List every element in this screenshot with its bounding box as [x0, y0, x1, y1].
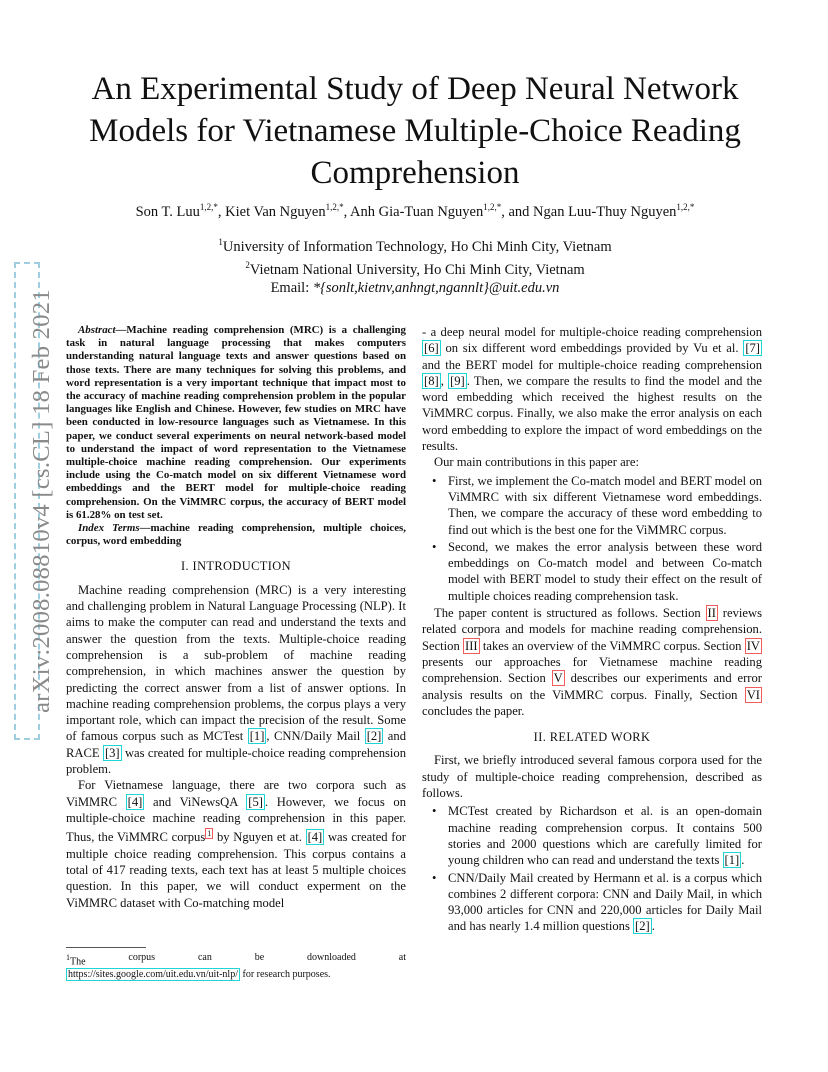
affiliation-line: [60, 256, 770, 279]
author-separator: ,: [217, 203, 226, 220]
section-heading-related-work: II. RELATED WORK: [533, 730, 651, 745]
affil-mark: 2: [245, 259, 250, 270]
author-name: Anh Gia-Tuan Nguyen: [350, 203, 484, 220]
citation-link[interactable]: [1]: [249, 729, 265, 744]
citation-link[interactable]: [8]: [424, 373, 439, 388]
section-ref-link[interactable]: VI: [746, 687, 760, 702]
section-ref-link[interactable]: III: [465, 638, 478, 653]
list-item: • MCTest created by Richardson et al. is an open-domain machine reading comprehension corpus. It contains 500 stories and 2000 questions which are carefully limited for young children who can read and understand the texts [1] .: [432, 804, 762, 868]
citation-link[interactable]: [1]: [724, 853, 740, 868]
citation-link[interactable]: [9]: [450, 373, 465, 388]
citation-link[interactable]: [2]: [366, 729, 382, 744]
author-separator: ,: [343, 203, 351, 220]
abstract: [66, 324, 406, 522]
affiliation-line: [60, 233, 770, 256]
footnote: [66, 947, 406, 981]
bullet-icon: •: [432, 804, 437, 819]
footnote-line: $^1$The corpus can be downloaded at: [66, 952, 406, 968]
bullet-icon: •: [432, 539, 437, 554]
structure-paragraph: The paper content is structured as follows. Section II reviews related corpora and models for machine reading comprehension. Section III takes an overview of the ViMMRC corpus. Section IV presents our approaches for Vietnamese machine reading comprehension. Section V describes our experiments and error analysis results on the ViMMRC corpus. Finally, Section VI concludes the paper.: [422, 606, 762, 718]
contributions-intro: Our main contributions in this paper are:: [434, 455, 639, 470]
author-list: [60, 202, 770, 221]
citation-link[interactable]: [7]: [745, 341, 760, 356]
footnote-url-link[interactable]: https://sites.google.com/uit.edu.vn/uit-nlp/: [68, 968, 238, 980]
author-name: Ngan Luu-Thuy Nguyen: [533, 203, 677, 220]
arxiv-identifier[interactable]: arXiv:2008.08810v4 [cs.CL] 18 Feb 2021: [28, 289, 55, 713]
index-terms-lead: Index Terms: [78, 522, 140, 535]
section-heading-introduction: I. INTRODUCTION: [181, 559, 291, 574]
citation-link[interactable]: [4]: [127, 794, 143, 809]
footnote-line: https://sites.google.com/uit.edu.vn/uit-nlp/ for research purposes.: [68, 968, 331, 980]
related-corpora-list: [422, 803, 762, 934]
citation-link[interactable]: [4]: [307, 830, 323, 845]
intro-paragraph-1: Machine reading comprehension (MRC) is a very interesting and challenging problem in Natural Language Processing (NLP). It aims to make the computer can read and understand the texts and answer the question from the texts. Multiple-choice reading comprehension is a sub-problem of machine reading comprehension, in which machines answer the question by predicting the correct answer from a list of answer options. In machine reading comprehension problems, the corpus plays a very important role, which can impact the precision of the result. Some of famous corpus such as MCTest [1] , CNN/Daily Mail [2] and RACE [3] was created for multiple-choice reading comprehension problem.: [66, 582, 406, 777]
abstract-lead: Abstract: [78, 324, 116, 336]
intro-paragraph-2: For Vietnamese language, there are two corpora such as ViMMRC [4] and ViNewsQA [5] . However, we focus on multiple-choice machine reading comprehension in this paper. Thus, the ViMMRC corpus $^1$ by Nguyen et at. [4] was created for multiple choice reading comprehension. This corpus contains a total of 417 reading texts, each text has at least 5 multiple choices question. In this paper, we will conduct experment on the ViMMRC dataset with Co-matching model: [66, 778, 406, 910]
citation-link[interactable]: [6]: [424, 341, 439, 356]
intro-paragraph-3: - a deep neural model for multiple-choice reading comprehension [6] on six different word embeddings provided by Vu et al. [7] and the BERT model for multiple-choice reading comprehension [8] , [9] . Then, we compare the results to find the model and the word embedding which received the highest results on the ViMMRC corpus. Finally, we also make the error analysis on each word embedding to explore the impact of word embeddings on the results.: [422, 325, 762, 454]
section-ref-link[interactable]: II: [707, 606, 716, 621]
affiliation-text: University of Information Technology, Ho Chi Minh City, Vietnam: [222, 238, 612, 255]
citation-link[interactable]: [5]: [248, 794, 263, 809]
list-item: • Second, we makes the error analysis between these word embeddings on Co-match model and between Co-match model with BERT model to study their effect on the result of multiple choices reading comprehension task.: [432, 539, 762, 603]
citation-link[interactable]: [2]: [635, 919, 650, 934]
section-ref-link[interactable]: IV: [746, 638, 760, 653]
index-terms-body: —machine reading comprehension, multiple choices, corpus, word embedding: [66, 522, 406, 548]
author-name: Son T. Luu: [135, 203, 200, 220]
citation-link[interactable]: [3]: [104, 745, 120, 760]
paper-title: An Experimental Study of Deep Neural Network Models for Vietnamese Multiple-Choice Reading Comprehension: [89, 71, 741, 191]
section-ref-link[interactable]: V: [553, 671, 563, 686]
list-item: • CNN/Daily Mail created by Hermann et al. is a corpus which combines 2 different corpora: CNN and Daily Mail, in which 93,000 articles for CNN and 220,000 articles for Daily Mail and has nearly 1.4 million questions [2] .: [432, 870, 762, 934]
author-affil-mark: 1,2,*: [676, 202, 695, 212]
affiliations: [60, 233, 770, 297]
author-name: Kiet Van Nguyen: [225, 203, 326, 220]
email-line: [60, 279, 770, 297]
author-affil-mark: 1,2,*: [325, 202, 344, 212]
contributions-list: [422, 473, 762, 604]
email-address: *{sonlt,kietnv,anhngt,ngannlt}@uit.edu.vn: [312, 279, 560, 296]
affiliation-text: Vietnam National University, Ho Chi Minh City, Vietnam: [249, 261, 585, 278]
author-affil-mark: 1,2,*: [199, 202, 218, 212]
list-item: • First, we implement the Co-match model and BERT model on ViMMRC with six different Vietnamese word embeddings. Then, we compare the accuracy of these word embedding to find out which is the best one for the ViMMRC corpus.: [432, 473, 762, 537]
author-affil-mark: 1,2,*: [483, 202, 502, 212]
footnote-rule: [66, 947, 146, 948]
left-column: [66, 324, 406, 911]
bullet-icon: •: [432, 473, 437, 488]
index-terms: [66, 522, 406, 548]
footnote-marker[interactable]: 1: [207, 829, 212, 839]
author-separator: , and: [501, 203, 534, 220]
related-paragraph-1: First, we briefly introduced several famous corpora used for the study of multiple-choice reading comprehension, described as follows.: [422, 753, 762, 801]
right-column: [422, 324, 762, 936]
abstract-body: —Machine reading comprehension (MRC) is a challenging task in natural language processing that makes computers understanding natural language texts and answer questions based on those texts. There are many techniques for solving this problems, and word representation is a very important technique that impact most to the accuracy of machine reading comprehension problem in the popular languages like English and Chinese. However, few studies on MRC have been conducted in low-resource languages such as Vietnamese. In this paper, we conduct several experiments on neural network-based model to understand the impact of word representation to the Vietnamese multiple-choice machine reading comprehension. Our experiments include using the Co-match model on six different Vietnamese word embeddings and the BERT model for multiple-choice reading comprehension. On the ViMMRC corpus, the accuracy of BERT model is 61.28% on test set.: [66, 324, 406, 521]
affil-mark: 1: [218, 237, 223, 247]
footnote-number: 1: [66, 953, 70, 962]
email-label: Email:: [270, 279, 313, 296]
bullet-icon: •: [432, 870, 437, 885]
